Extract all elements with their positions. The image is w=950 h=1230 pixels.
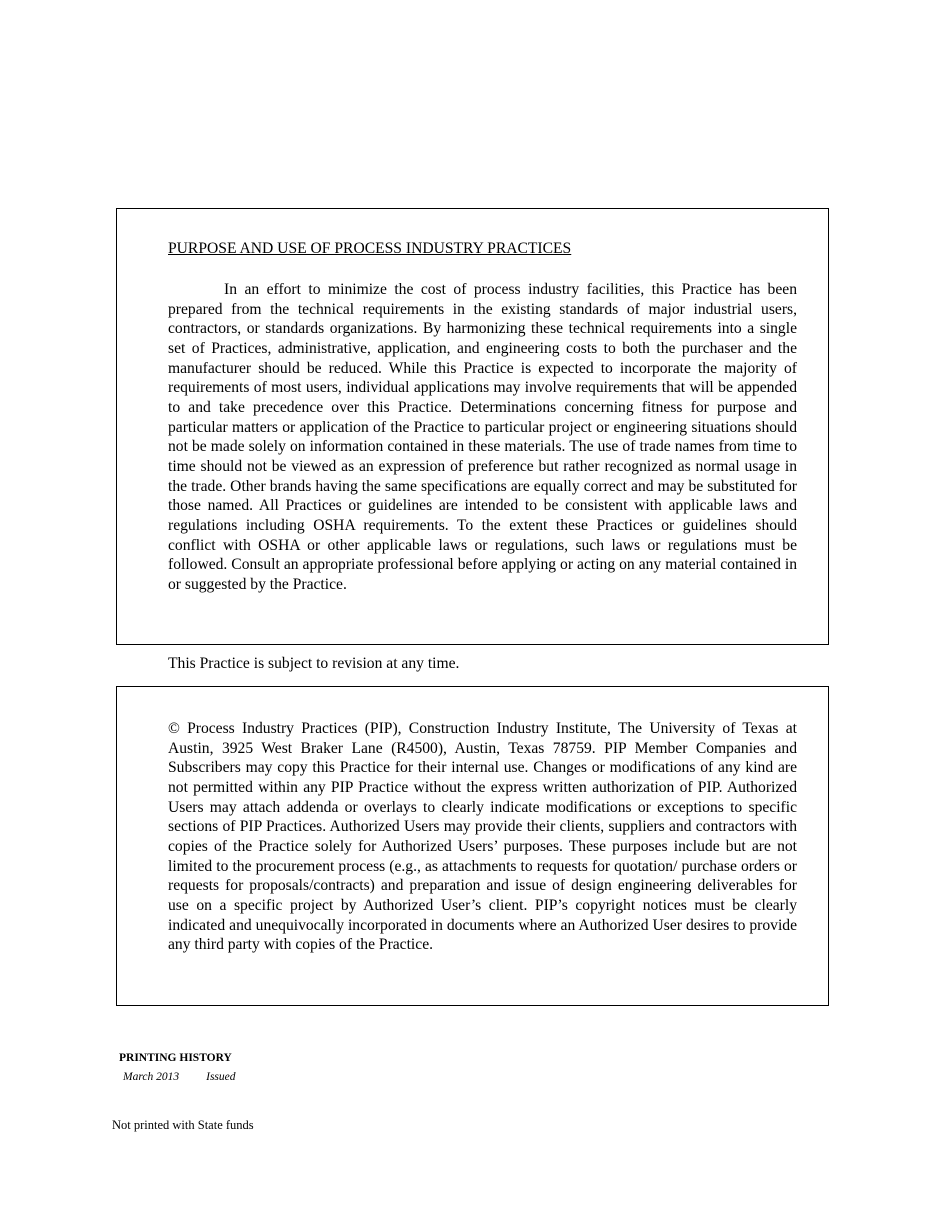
purpose-paragraph: In an effort to minimize the cost of process industry facilities, this Practice has been prepared from the technical requirements in the existing standards of major industrial users, contractors, or standards organizations. By harmonizing these technical requirements into a single set of Practices, administrative, application, and engineering costs to both the purchaser and the manufacturer should be reduced. While this Practice is expected to incorporate the majority of requirements of most users, individual applications may involve requirements that will be appended to and take precedence over this Practice. Determinations concerning fitness for purpose and particular matters or application of the Practice to particular project or engineering situations should not be made solely on information contained in these materials. The use of trade names from time to time should not be viewed as an expression of preference but rather recognized as normal usage in the trade. Other brands having the same specifications are equally correct and may be substituted for those named. All Practices or guidelines are intended to be consistent with applicable laws and regulations including OSHA requirements. To the extent these Practices or guidelines should conflict with OSHA or other applicable laws or regulations, such laws or regulations must be followed. Consult an appropriate professional before applying or acting on any material contained in or suggested by the Practice. xyxy=(168,281,797,593)
funding-note: Not printed with State funds xyxy=(112,1118,254,1132)
copyright-paragraph: © Process Industry Practices (PIP), Construction Industry Institute, The University of Texas at Austin, 3925 West Braker Lane (R4500), Austin, Texas 78759. PIP Member Companies and Subscribers may copy this Practice for their internal use. Changes or modifications of any kind are not permitted within any PIP Practice without the express written authorization of PIP. Authorized Users may attach addenda or overlays to clearly indicate modifications or exceptions to specific sections of PIP Practices. Authorized Users may provide their clients, suppliers and contractors with copies of the Practice solely for Authorized Users’ purposes. These purposes include but are not limited to the procurement process (e.g., as attachments to requests for quotation/ purchase orders or requests for proposals/contracts) and preparation and issue of design engineering deliverables for use on a specific project by Authorized User’s client. PIP’s copyright notices must be clearly indicated and unequivocally incorporated in documents where an Authorized User desires to provide any third party with copies of the Practice. xyxy=(168,720,797,954)
printing-history-title: PRINTING HISTORY xyxy=(119,1052,232,1064)
purpose-box xyxy=(116,208,829,645)
printing-history-status: Issued xyxy=(206,1071,236,1083)
revision-note: This Practice is subject to revision at any time. xyxy=(168,655,460,672)
purpose-heading: PURPOSE AND USE OF PROCESS INDUSTRY PRACTICES xyxy=(168,240,572,257)
printing-history-date: March 2013 xyxy=(123,1071,180,1083)
printing-history-entry xyxy=(123,1071,236,1083)
copyright-box xyxy=(116,686,829,1006)
